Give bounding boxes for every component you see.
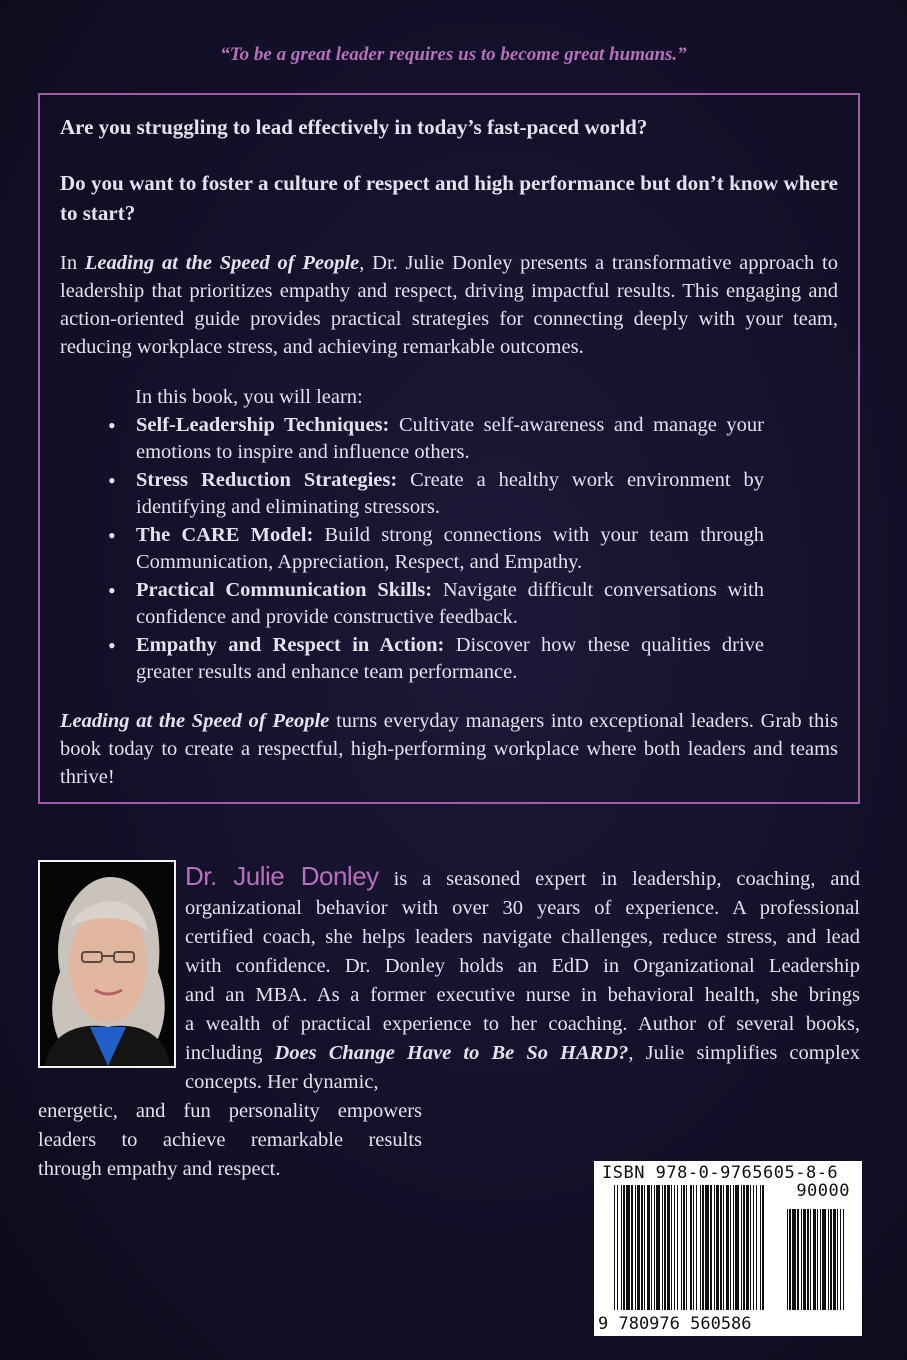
bio-line: and an MBA. As a former executive nurse in behavioral health, she brings <box>185 984 860 1006</box>
question-2: Do you want to foster a culture of respect and high performance but don’t know where to start? <box>60 171 838 225</box>
bullet-text: Build strong connections with your team through Communication, Appreciation, Respect, and Empathy. <box>136 524 764 573</box>
list-item <box>108 412 764 466</box>
bio-line: through empathy and respect. <box>38 1158 281 1180</box>
bullet-text: Discover how these qualities drive greater results and enhance team performance. <box>136 634 764 683</box>
barcode-bars <box>614 1185 850 1310</box>
bio-line: concepts. Her dynamic, <box>185 1071 379 1093</box>
bio-line: energetic, and fun personality empowers <box>38 1100 422 1122</box>
learn-heading: In this book, you will learn: <box>135 386 363 408</box>
isbn-barcode <box>594 1161 862 1336</box>
bio-book-title: Does Change Have to Be So HARD? <box>274 1042 629 1064</box>
intro-paragraph <box>60 249 838 361</box>
bullet-title: Stress Reduction Strategies: <box>136 469 398 491</box>
bio-line: organizational behavior with over 30 years of experience. A professional <box>185 897 860 919</box>
bullet-title: The CARE Model: <box>136 524 314 546</box>
bio-line: including Does Change Have to Be So HARD?, Julie simplifies complex <box>185 1042 860 1064</box>
author-bio <box>38 862 860 1184</box>
list-item <box>108 632 764 686</box>
list-item <box>108 467 764 521</box>
list-item <box>108 522 764 576</box>
bio-line: certified coach, she helps leaders navigate challenges, reduce stress, and lead <box>185 926 860 948</box>
price-addon: 90000 <box>796 1181 850 1201</box>
intro-prefix: In <box>60 252 85 274</box>
author-name: Dr. Julie Donley <box>185 861 379 891</box>
isbn-label: ISBN 978-0-9765605-8-6 <box>602 1163 839 1183</box>
bullet-text: Cultivate self-awareness and manage your emotions to inspire and influence others. <box>136 414 764 463</box>
bullet-title: Empathy and Respect in Action: <box>136 634 445 656</box>
bullet-text: Navigate difficult conversations with confidence and provide constructive feedback. <box>136 579 764 628</box>
bio-line: Dr. Julie Donley is a seasoned expert in leadership, coaching, and <box>185 861 860 891</box>
bullet-text: Create a healthy work environment by identifying and eliminating stressors. <box>136 469 764 518</box>
bullet-title: Self-Leadership Techniques: <box>136 414 390 436</box>
closing-book-title: Leading at the Speed of People <box>60 710 330 732</box>
learning-list <box>108 412 764 687</box>
bullet-title: Practical Communication Skills: <box>136 579 433 601</box>
description-box <box>38 93 860 804</box>
isbn-digits: 9 780976 560586 <box>598 1314 752 1334</box>
bio-line: leaders to achieve remarkable results <box>38 1129 422 1151</box>
closing-text: turns everyday managers into exceptional leaders. Grab this book today to create a respectful, high-performing workplace where both leaders and teams thrive! <box>60 710 838 788</box>
list-item <box>108 577 764 631</box>
cover-quote: “To be a great leader requires us to become great humans.” <box>220 44 687 65</box>
bio-line: a wealth of practical experience to her coaching. Author of several books, <box>185 1013 860 1035</box>
closing-paragraph <box>60 707 838 791</box>
question-1: Are you struggling to lead effectively in today’s fast-paced world? <box>60 115 648 139</box>
intro-text: , Dr. Julie Donley presents a transformative approach to leadership that prioritizes empathy and respect, driving impactful results. This engaging and action-oriented guide provides practical strategies for connecting deeply with your team, reducing workplace stress, and achieving remarkable outcomes. <box>60 252 839 358</box>
bio-line: with confidence. Dr. Donley holds an EdD in Organizational Leadership <box>185 955 860 977</box>
intro-book-title: Leading at the Speed of People <box>84 252 360 274</box>
